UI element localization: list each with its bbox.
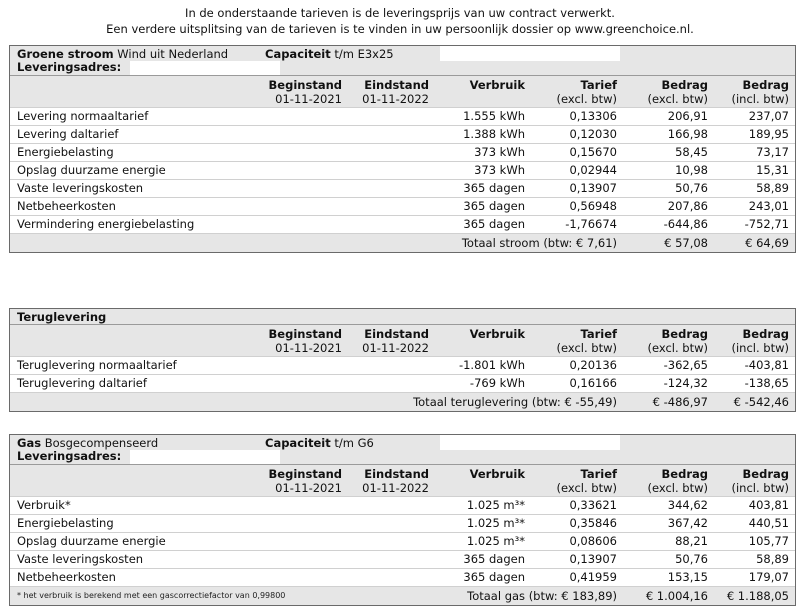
cell-bedrag-excl: 153,15 [667,570,708,584]
gas-section [9,434,796,606]
stroom-total [10,233,795,252]
col-bedrag-excl: Bedrag (excl. btw) [647,467,708,495]
cell-bedrag-excl: 88,21 [675,534,708,548]
gas-total [10,586,795,605]
row-label: Teruglevering normaaltarief [17,358,177,372]
col-beginstand: Beginstand 01-11-2021 [268,327,342,355]
teruglevering-section [9,308,796,412]
table-row [10,179,795,197]
cell-verbruik: 365 dagen [463,217,525,231]
redacted-address [130,61,280,75]
gas-rows [10,496,795,586]
total-excl: € 57,08 [664,236,708,250]
table-row [10,374,795,392]
cell-bedrag-incl: -403,81 [744,358,789,372]
cell-bedrag-excl: 367,42 [667,516,708,530]
table-row [10,550,795,568]
column-header [10,324,795,356]
teruglevering-header [10,309,795,324]
teruglevering-total [10,392,795,411]
cell-bedrag-excl: 207,86 [667,199,708,213]
cell-tarief: 0,20136 [569,358,617,372]
cell-verbruik: 1.025 m³* [466,498,525,512]
cell-tarief: 0,35846 [569,516,617,530]
table-row [10,161,795,179]
table-row [10,514,795,532]
redacted-field [440,46,620,61]
table-row [10,568,795,586]
col-eindstand: Eindstand 01-11-2022 [362,327,429,355]
table-row [10,356,795,374]
cell-tarief: 0,08606 [569,534,617,548]
row-label: Netbeheerkosten [17,570,116,584]
row-label: Levering daltarief [17,127,119,141]
col-beginstand: Beginstand 01-11-2021 [268,467,342,495]
col-eindstand: Eindstand 01-11-2022 [362,78,429,106]
teruglevering-rows [10,356,795,392]
col-beginstand: Beginstand 01-11-2021 [268,78,342,106]
row-label: Verbruik* [17,498,71,512]
col-verbruik: Verbruik [469,78,525,92]
table-row [10,125,795,143]
cell-tarief: 0,12030 [569,127,617,141]
redacted-address [130,450,280,464]
intro-line-1: In de onderstaande tarieven is de leveringsprijs van uw contract verwerkt. [185,6,615,20]
table-row [10,215,795,233]
cell-verbruik: 373 kWh [474,163,525,177]
intro-text [0,5,800,37]
intro-line-2: Een verdere uitsplitsing van de tarieven is te vinden in uw persoonlijk dossier op www.greenchoice.nl. [106,22,694,36]
cell-tarief: 0,33621 [569,498,617,512]
col-verbruik: Verbruik [469,467,525,481]
section-title: Teruglevering [17,310,107,324]
table-row [10,143,795,161]
cell-tarief: 0,15670 [569,145,617,159]
row-label: Opslag duurzame energie [17,534,166,548]
capacity: Capaciteit t/m G6 [265,436,374,450]
stroom-header [10,46,795,75]
cell-bedrag-incl: 58,89 [756,181,789,195]
cell-bedrag-incl: 403,81 [748,498,789,512]
cell-bedrag-excl: 206,91 [667,109,708,123]
stroom-section [9,45,796,253]
cell-bedrag-incl: 58,89 [756,552,789,566]
cell-bedrag-excl: 10,98 [675,163,708,177]
col-bedrag-incl: Bedrag (incl. btw) [731,327,789,355]
col-bedrag-excl: Bedrag (excl. btw) [647,78,708,106]
redacted-field [440,435,620,450]
gas-footnote: * het verbruik is berekend met een gascorrectiefactor van 0,99800 [17,591,286,600]
address-label: Leveringsadres: [17,60,122,74]
cell-bedrag-incl: -752,71 [744,217,789,231]
cell-verbruik: 1.025 m³* [466,516,525,530]
col-bedrag-excl: Bedrag (excl. btw) [647,327,708,355]
col-eindstand: Eindstand 01-11-2022 [362,467,429,495]
row-label: Energiebelasting [17,516,114,530]
col-bedrag-incl: Bedrag (incl. btw) [731,467,789,495]
col-tarief: Tarief (excl. btw) [556,467,617,495]
row-label: Vaste leveringskosten [17,181,144,195]
table-row [10,197,795,215]
row-label: Vaste leveringskosten [17,552,144,566]
total-label: Totaal gas (btw: € 183,89) [467,589,617,603]
row-label: Teruglevering daltarief [17,376,147,390]
cell-tarief: 0,56948 [569,199,617,213]
col-tarief: Tarief (excl. btw) [556,78,617,106]
cell-bedrag-incl: 243,01 [748,199,789,213]
cell-verbruik: 365 dagen [463,552,525,566]
cell-bedrag-excl: 58,45 [675,145,708,159]
total-incl: € -542,46 [733,395,789,409]
cell-verbruik: 365 dagen [463,570,525,584]
total-incl: € 1.188,05 [726,589,789,603]
cell-bedrag-incl: 105,77 [748,534,789,548]
cell-bedrag-excl: 50,76 [675,181,708,195]
cell-verbruik: 365 dagen [463,181,525,195]
column-header [10,464,795,496]
row-label: Vermindering energiebelasting [17,217,195,231]
cell-bedrag-incl: 189,95 [748,127,789,141]
cell-verbruik: 1.388 kWh [463,127,525,141]
stroom-rows [10,107,795,233]
total-label: Totaal stroom (btw: € 7,61) [461,236,617,250]
cell-bedrag-excl: -644,86 [663,217,708,231]
product-title: Gas Bosgecompenseerd [17,436,159,450]
cell-bedrag-incl: -138,65 [744,376,789,390]
cell-bedrag-excl: -362,65 [663,358,708,372]
cell-bedrag-excl: 344,62 [667,498,708,512]
cell-bedrag-incl: 237,07 [748,109,789,123]
cell-bedrag-incl: 179,07 [748,570,789,584]
cell-verbruik: -769 kWh [469,376,525,390]
column-header [10,75,795,107]
cell-tarief: 0,16166 [569,376,617,390]
cell-bedrag-incl: 440,51 [748,516,789,530]
cell-tarief: 0,13907 [569,552,617,566]
cell-tarief: 0,41959 [569,570,617,584]
cell-bedrag-excl: 50,76 [675,552,708,566]
cell-bedrag-incl: 73,17 [756,145,789,159]
total-label: Totaal teruglevering (btw: € -55,49) [413,395,617,409]
cell-bedrag-excl: 166,98 [667,127,708,141]
cell-bedrag-incl: 15,31 [756,163,789,177]
product-title: Groene stroom Wind uit Nederland [17,47,229,61]
cell-tarief: -1,76674 [565,217,617,231]
cell-bedrag-excl: -124,32 [663,376,708,390]
cell-tarief: 0,02944 [569,163,617,177]
capacity: Capaciteit t/m E3x25 [265,47,394,61]
col-verbruik: Verbruik [469,327,525,341]
cell-tarief: 0,13306 [569,109,617,123]
table-row [10,532,795,550]
cell-verbruik: 1.025 m³* [466,534,525,548]
cell-verbruik: 365 dagen [463,199,525,213]
cell-verbruik: -1.801 kWh [458,358,525,372]
table-row [10,107,795,125]
row-label: Opslag duurzame energie [17,163,166,177]
total-excl: € -486,97 [652,395,708,409]
col-tarief: Tarief (excl. btw) [556,327,617,355]
cell-verbruik: 1.555 kWh [463,109,525,123]
row-label: Levering normaaltarief [17,109,149,123]
cell-tarief: 0,13907 [569,181,617,195]
total-incl: € 64,69 [745,236,789,250]
address-label: Leveringsadres: [17,449,122,463]
cell-verbruik: 373 kWh [474,145,525,159]
row-label: Netbeheerkosten [17,199,116,213]
col-bedrag-incl: Bedrag (incl. btw) [731,78,789,106]
total-excl: € 1.004,16 [645,589,708,603]
table-row [10,496,795,514]
gas-header [10,435,795,464]
row-label: Energiebelasting [17,145,114,159]
